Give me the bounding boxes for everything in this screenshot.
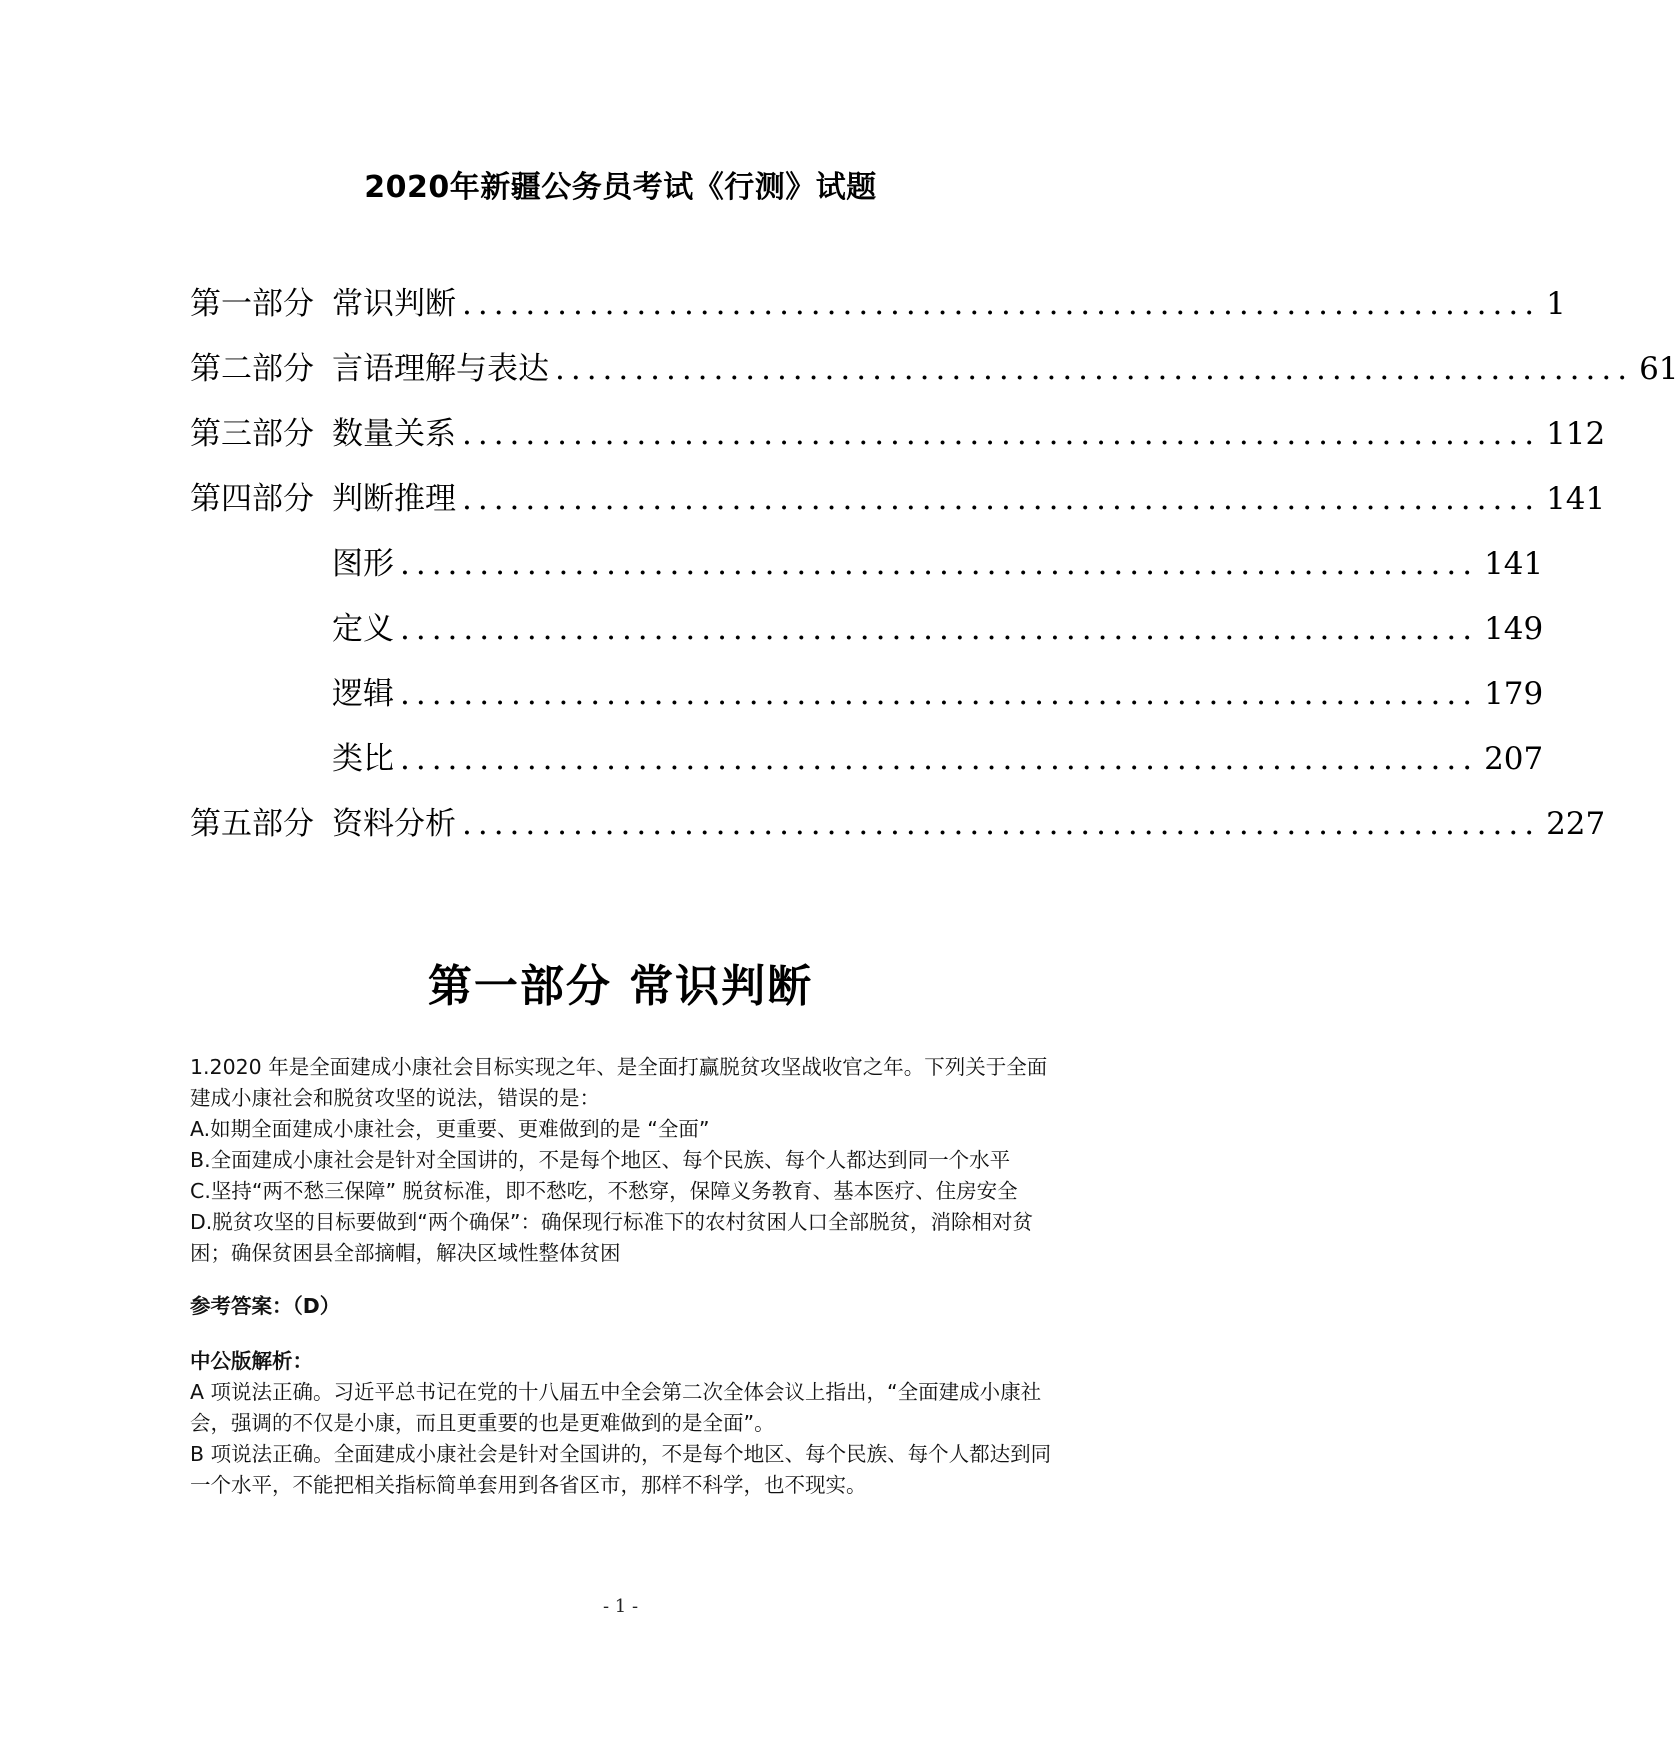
toc-page-number: 149 (1484, 611, 1544, 647)
option-c: C.坚持“两不愁三保障” 脱贫标准，即不愁吃，不愁穿，保障义务教育、基本医疗、住房安全 (190, 1179, 1018, 1203)
toc-title: 图形 (332, 546, 394, 582)
toc-subentry[interactable] (190, 733, 1544, 798)
toc-page-number: 227 (1546, 806, 1606, 842)
toc-title: 言语理解与表达 (332, 351, 549, 387)
option-d: D.脱贫攻坚的目标要做到“两个确保”：确保现行标准下的农村贫困人口全部脱贫，消除相对贫困；确保贫困县全部摘帽，解决区域性整体贫困 (190, 1210, 1034, 1265)
toc-leader: .................................................................... (462, 481, 1541, 517)
toc-subentry[interactable] (190, 603, 1544, 668)
analysis-paragraph-b: B 项说法正确。全面建成小康社会是针对全国讲的，不是每个地区、每个民族、每个人都达到同一个水平，不能把相关指标简单套用到各省区市，那样不科学，也不现实。 (190, 1442, 1052, 1497)
toc-page-number: 179 (1484, 676, 1544, 712)
toc-page-number: 112 (1546, 416, 1606, 452)
toc-page-number: 207 (1484, 741, 1544, 777)
table-of-contents (190, 278, 1679, 863)
page-number: - 1 - (602, 1596, 639, 1617)
toc-leader: .................................................................... (400, 546, 1479, 582)
toc-part-label: 第二部分 (190, 351, 314, 387)
toc-title: 数量关系 (332, 416, 456, 452)
toc-leader: .................................................................... (462, 806, 1541, 842)
toc-title: 定义 (332, 611, 394, 647)
toc-page-number: 141 (1484, 546, 1544, 582)
toc-leader: .................................................................... (462, 286, 1541, 322)
toc-page-number: 1 (1546, 286, 1566, 322)
toc-leader: .................................................................... (555, 351, 1634, 387)
toc-part-label: 第四部分 (190, 481, 314, 517)
toc-title: 常识判断 (332, 286, 456, 322)
question-block (190, 1052, 1058, 1501)
toc-entry[interactable] (190, 278, 1566, 343)
document-title: 2020年新疆公务员考试《行测》试题 (364, 170, 877, 205)
toc-title: 逻辑 (332, 676, 394, 712)
section-heading: 第一部分 常识判断 (427, 961, 814, 1012)
toc-subentry[interactable] (190, 668, 1544, 733)
toc-page-number: 61 (1639, 351, 1679, 387)
reference-answer: 参考答案：（D） (190, 1294, 341, 1318)
analysis-heading: 中公版解析： (190, 1349, 313, 1373)
toc-subentry[interactable] (190, 538, 1544, 603)
toc-entry[interactable] (190, 798, 1606, 863)
question-stem: 1.2020 年是全面建成小康社会目标实现之年、是全面打赢脱贫攻坚战收官之年。下列关于全面建成小康社会和脱贫攻坚的说法，错误的是： (190, 1055, 1048, 1110)
toc-entry[interactable] (190, 343, 1679, 408)
toc-part-label: 第一部分 (190, 286, 314, 322)
toc-part-label: 第五部分 (190, 806, 314, 842)
toc-leader: .................................................................... (400, 741, 1479, 777)
option-b: B.全面建成小康社会是针对全国讲的，不是每个地区、每个民族、每个人都达到同一个水平 (190, 1148, 1011, 1172)
toc-page-number: 141 (1546, 481, 1606, 517)
option-a: A.如期全面建成小康社会，更重要、更难做到的是 “全面” (190, 1117, 710, 1141)
toc-title: 判断推理 (332, 481, 456, 517)
toc-leader: .................................................................... (400, 611, 1479, 647)
toc-entry[interactable] (190, 473, 1606, 538)
toc-entry[interactable] (190, 408, 1606, 473)
toc-title: 资料分析 (332, 806, 456, 842)
toc-leader: .................................................................... (462, 416, 1541, 452)
toc-title: 类比 (332, 741, 394, 777)
toc-leader: .................................................................... (400, 676, 1479, 712)
toc-part-label: 第三部分 (190, 416, 314, 452)
analysis-paragraph-a: A 项说法正确。习近平总书记在党的十八届五中全会第二次全体会议上指出，“全面建成小康社会，强调的不仅是小康，而且更重要的也是更难做到的是全面”。 (190, 1380, 1042, 1435)
